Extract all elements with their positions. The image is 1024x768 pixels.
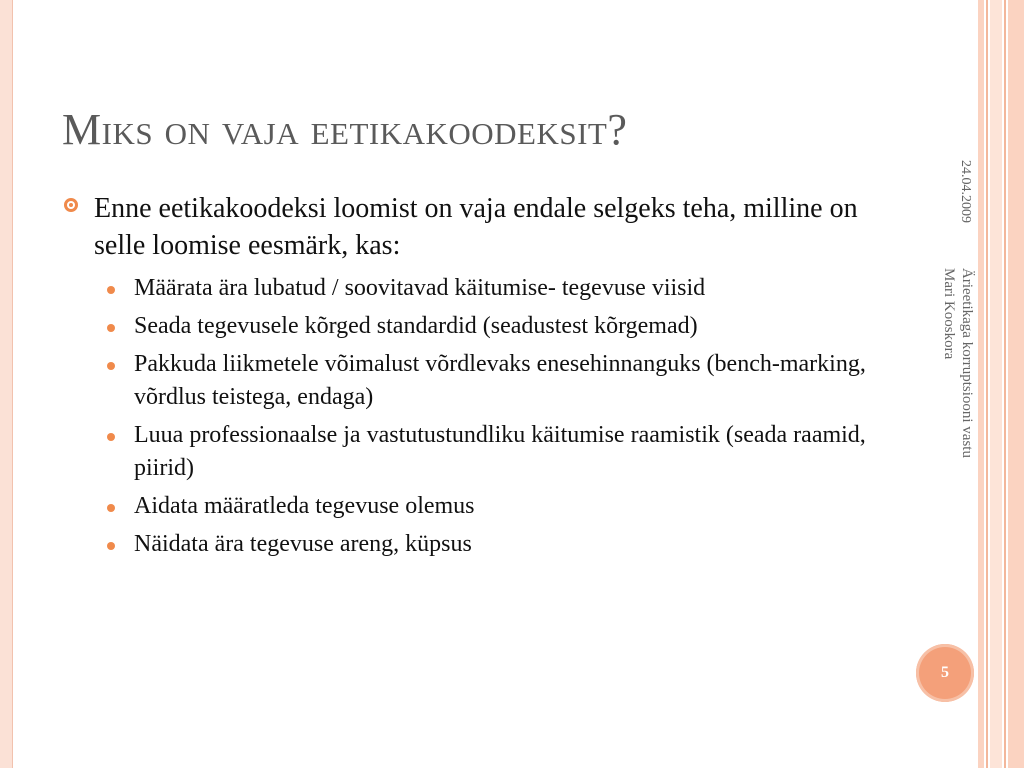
sub-bullet-text: Aidata määratleda tegevuse olemus	[134, 493, 475, 519]
right-stripe	[978, 0, 984, 768]
bullet-dot-icon	[107, 504, 115, 512]
right-stripe	[990, 0, 1002, 768]
sub-bullet-text: Seada tegevusele kõrged standardid (seadustest kõrgemad)	[134, 313, 698, 339]
bullet-dot-icon	[107, 286, 115, 294]
right-stripe	[1008, 0, 1024, 768]
right-stripe	[986, 0, 988, 768]
sub-bullet-item	[68, 272, 868, 305]
sub-bullet-text: Luua professionaalse ja vastutustundliku käitumise raamistik (seada raamid, piirid)	[134, 422, 866, 481]
footer-author: Mari Kooskora	[941, 268, 957, 360]
sub-bullet-item	[68, 348, 868, 414]
bullet-list	[68, 190, 868, 566]
sub-bullet-item	[68, 490, 868, 523]
bullet-dot-icon	[107, 324, 115, 332]
sub-bullet-text: Pakkuda liikmetele võimalust võrdlevaks enesehinnanguks (bench-marking, võrdlus teistega, endaga)	[134, 351, 866, 410]
bullet-ring-icon	[64, 198, 78, 212]
footer-title: Ärieetikaga korruptsiooni vastu	[959, 268, 975, 458]
left-border-line	[12, 0, 13, 768]
sub-bullet-item	[68, 310, 868, 343]
bullet-dot-icon	[107, 362, 115, 370]
sub-bullet-text: Määrata ära lubatud / soovitavad käitumise- tegevuse viisid	[134, 275, 706, 301]
page-number-badge	[916, 644, 974, 702]
bullet-item	[68, 190, 868, 264]
sub-bullet-item	[68, 528, 868, 561]
bullet-text: Enne eetikakoodeksi loomist on vaja endale selgeks teha, milline on selle loomise eesmärk, kas:	[94, 193, 858, 261]
slide-title: Miks on vaja eetikakoodeksit?	[62, 105, 628, 154]
bullet-dot-icon	[107, 433, 115, 441]
left-border	[0, 0, 12, 768]
bullet-dot-icon	[107, 542, 115, 550]
slide-date: 24.04.2009	[958, 160, 973, 223]
sub-bullet-text: Näidata ära tegevuse areng, küpsus	[134, 531, 472, 557]
page-number: 5	[941, 664, 949, 681]
right-stripe	[1004, 0, 1006, 768]
sub-bullet-item	[68, 419, 868, 485]
